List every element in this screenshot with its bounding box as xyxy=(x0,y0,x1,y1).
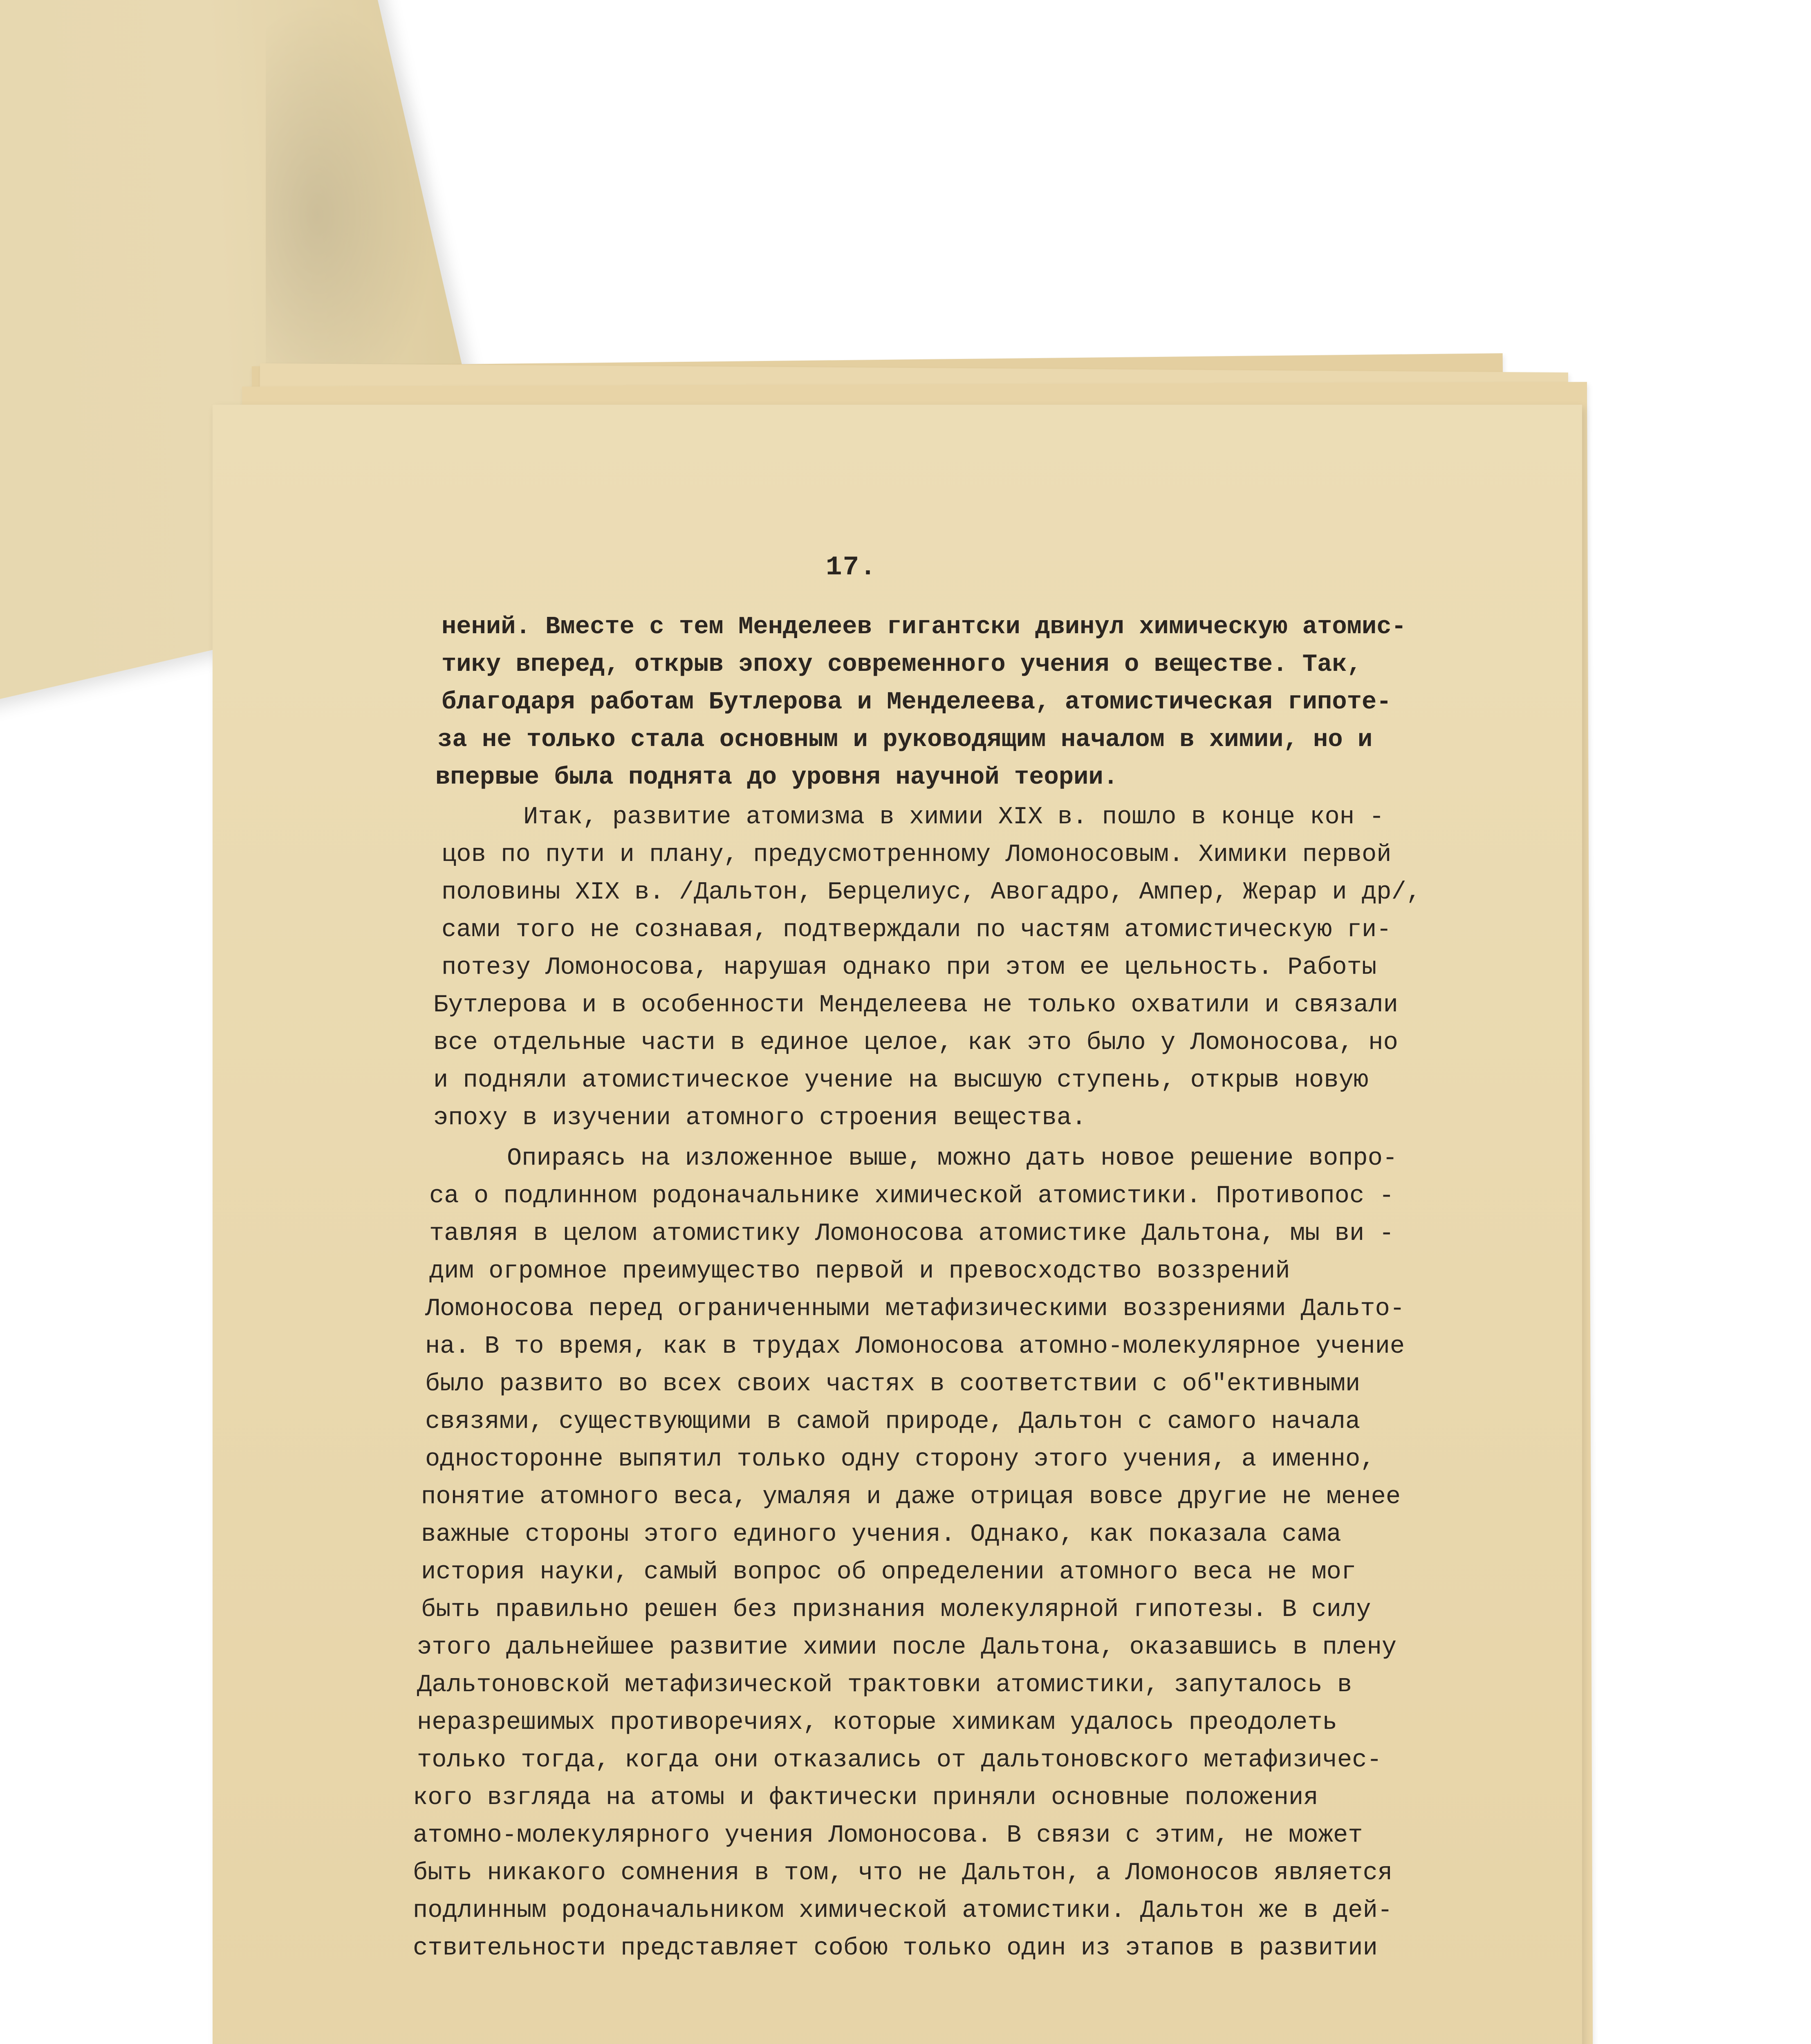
text-line: нений. Вместе с тем Менделеев гигантски двинул химическую атомис- xyxy=(442,613,1406,641)
text-line: благодаря работам Бутлерова и Менделеева, атомистическая гипоте- xyxy=(442,688,1392,716)
text-line: история науки, самый вопрос об определении атомного веса не мог xyxy=(421,1558,1356,1586)
text-line: половины XIX в. /Дальтон, Берцелиус, Авогадро, Ампер, Жерар и др/, xyxy=(442,879,1421,906)
text-line: Бутлерова и в особенности Менделеева не только охватили и связали xyxy=(433,991,1398,1019)
text-line: односторонне выпятил только одну сторону этого учения, а именно, xyxy=(425,1446,1375,1473)
page-number: 17. xyxy=(826,552,877,583)
text-line: са о подлинном родоначальнике химической атомистики. Противопос - xyxy=(429,1182,1394,1210)
text-line: эпоху в изучении атомного строения вещества. xyxy=(433,1104,1087,1132)
text-line: дим огромное преимущество первой и превосходство воззрений xyxy=(429,1257,1290,1285)
text-line: неразрешимых противоречиях, которые химикам удалось преодолеть xyxy=(417,1709,1337,1737)
text-line: впервые была поднята до уровня научной теории. xyxy=(435,764,1118,791)
text-line: этого дальнейшее развитие химии после Дальтона, оказавшись в плену xyxy=(417,1634,1397,1661)
text-line: потезу Ломоносова, нарушая однако при этом ее цельность. Работы xyxy=(442,954,1377,982)
text-line: Ломоносова перед ограниченными метафизическими воззрениями Дальто- xyxy=(425,1295,1405,1323)
text-line: только тогда, когда они отказались от дальтоновского метафизичес- xyxy=(417,1746,1382,1774)
text-line: Дальтоновской метафизической трактовки атомистики, запуталось в xyxy=(417,1671,1352,1699)
text-line: за не только стала основным и руководящим началом в химии, но и xyxy=(437,726,1373,754)
text-line: ствительности представляет собою только один из этапов в развитии xyxy=(413,1934,1378,1962)
text-line: тику вперед, открыв эпоху современного учения о веществе. Так, xyxy=(442,651,1362,679)
text-line: кого взгляда на атомы и фактически приняли основные положения xyxy=(413,1784,1318,1812)
text-line: быть правильно решен без признания молекулярной гипотезы. В силу xyxy=(421,1596,1371,1624)
text-line: все отдельные части в единое целое, как это было у Ломоносова, но xyxy=(433,1029,1398,1057)
text-line: понятие атомного веса, умаляя и даже отрицая вовсе другие не менее xyxy=(421,1483,1401,1511)
text-line: атомно-молекулярного учения Ломоносова. В связи с этим, не может xyxy=(413,1822,1363,1849)
text-line: связями, существующими в самой природе, Дальтон с самого начала xyxy=(425,1408,1360,1436)
text-line: Итак, развитие атомизма в химии XIX в. пошло в конце кон - xyxy=(523,803,1384,831)
text-line: тавляя в целом атомистику Ломоносова атомистике Дальтона, мы ви - xyxy=(429,1220,1394,1248)
text-line: и подняли атомистическое учение на высшую ступень, открыв новую xyxy=(433,1067,1369,1094)
text-line: Опираясь на изложенное выше, можно дать новое решение вопро- xyxy=(507,1145,1398,1172)
text-line: важные стороны этого единого учения. Однако, как показала сама xyxy=(421,1521,1341,1549)
text-line: было развито во всех своих частях в соответствии с об"ективными xyxy=(425,1370,1360,1398)
document-page xyxy=(213,405,1582,2044)
text-line: быть никакого сомнения в том, что не Дальтон, а Ломоносов является xyxy=(413,1859,1393,1887)
text-line: цов по пути и плану, предусмотренному Ломоносовым. Химики первой xyxy=(442,841,1392,869)
text-line: подлинным родоначальником химической атомистики. Дальтон же в дей- xyxy=(413,1897,1393,1925)
text-line: на. В то время, как в трудах Ломоносова атомно-молекулярное учение xyxy=(425,1333,1405,1360)
text-line: сами того не сознавая, подтверждали по частям атомистическую ги- xyxy=(442,916,1392,944)
